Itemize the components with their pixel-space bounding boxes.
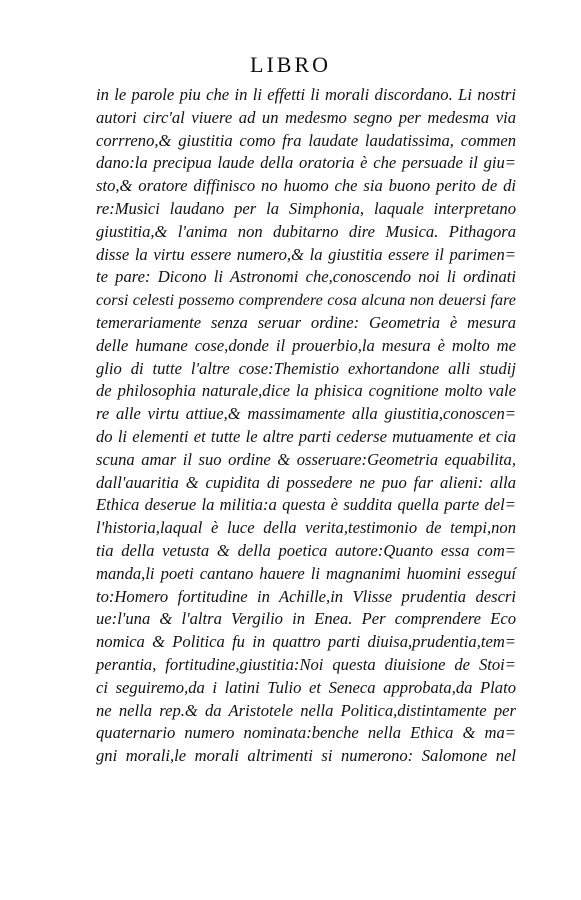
text-line: manda,li poeti cantano hauere li magnanimi huomini esseguí <box>96 563 516 583</box>
text-line: l'historia,laqual è luce della verita,testimonio de tempi,non <box>96 518 516 538</box>
text-line: dano:la precipua laude della oratoria è che persuade il giu= <box>96 153 516 173</box>
text-line: scuna amar il suo ordine & osseruare:Geometria equabilita, <box>96 449 516 469</box>
text-line: sto,& oratore diffinisco no huomo che sia buono perito de di <box>96 176 516 196</box>
text-line: ue:l'una & l'altra Vergilio in Enea. Per comprendere Eco <box>96 609 516 629</box>
text-line: perantia, fortitudine,giustitia:Noi questa diuisione de Stoi= <box>96 654 516 674</box>
text-line: gni morali,le morali altrimenti si numerono: Salomone nel <box>96 746 516 766</box>
running-header: LIBRO <box>250 52 331 77</box>
text-line: tia della vetusta & della poetica autore:Quanto essa com= <box>96 540 516 560</box>
text-line: Ethica deserue la militia:a questa è suddita quella parte del= <box>96 495 516 515</box>
text-line: glio di tutte l'altre cose:Themistio exhortandone alli studij <box>96 358 516 378</box>
text-line: do li elementi et tutte le altre parti cederse mutuamente et cia <box>96 426 516 446</box>
text-line: quaternario numero nominata:benche nella Ethica & ma= <box>96 723 516 743</box>
text-line: disse la virtu essere numero,& la giustitia essere il parimen= <box>96 244 516 264</box>
text-line: re alle virtu attiue,& massimamente alla giustitia,conoscen= <box>96 404 516 424</box>
text-line: re:Musici laudano per la Simphonia, laquale interpretano <box>96 198 516 218</box>
text-line: autori circ'al viuere ad un medesmo segno per medesma via <box>96 107 516 127</box>
text-line: ne nella rep.& da Aristotele nella Politica,distintamente per <box>96 700 516 720</box>
text-line: corsi celesti possemo comprendere cosa alcuna non deuersi fare <box>96 291 516 310</box>
text-line: to:Homero fortitudine in Achille,in Vlisse prudentia descri <box>96 586 516 606</box>
text-line: dall'auaritia & cupidita di possedere ne puo far alieni: alla <box>96 472 516 492</box>
text-line: temerariamente senza seruar ordine: Geometria è mesura <box>96 312 516 332</box>
text-line: corrreno,& giustitia como fra laudate laudatissima, commen <box>96 130 516 150</box>
text-line: nomica & Politica fu in quattro parti diuisa,prudentia,tem= <box>96 632 516 652</box>
body-text <box>96 84 516 768</box>
text-line: de philosophia naturale,dice la phisica cognitione molto vale <box>96 381 516 401</box>
text-line: ci seguiremo,da i latini Tulio et Seneca approbata,da Plato <box>96 677 516 697</box>
text-line: delle humane cose,donde il prouerbio,la mesura è molto me <box>96 335 516 355</box>
text-line: in le parole piu che in li effetti li morali discordano. Li nostri <box>96 85 516 104</box>
text-line: giustitia,& l'anima non dubitarno dire Musica. Pithagora <box>96 221 516 241</box>
text-line: te pare: Dicono li Astronomi che,conoscendo noi li ordinati <box>96 267 516 287</box>
